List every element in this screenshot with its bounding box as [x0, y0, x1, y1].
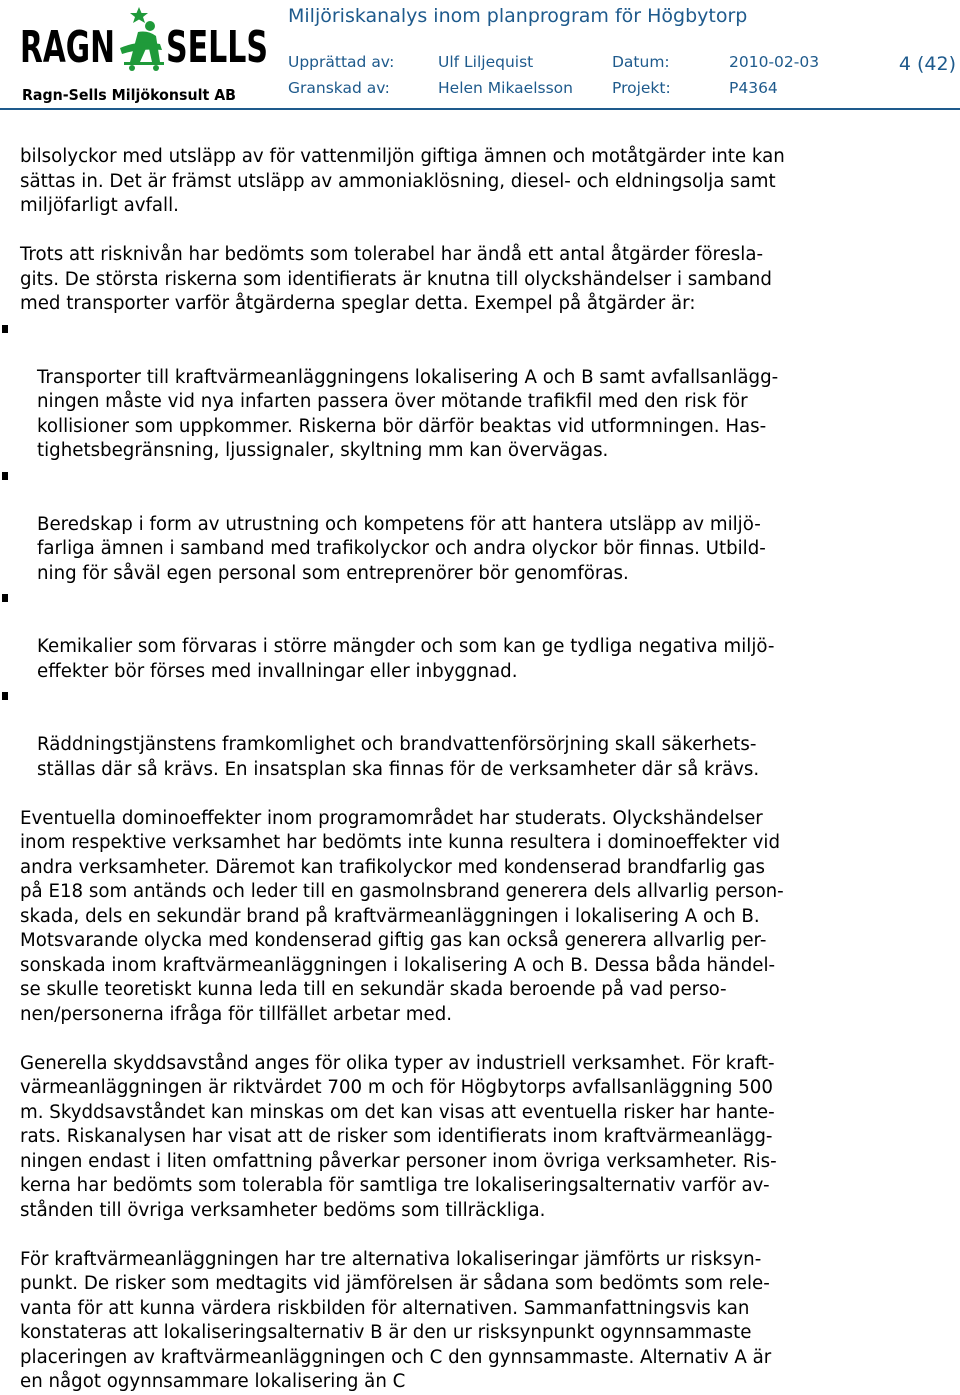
- reviewed-by-value: Helen Mikaelsson: [438, 79, 573, 97]
- list-item: [20, 464, 940, 587]
- paragraph-2: Trots att risknivån har bedömts som tolerabel har ändå ett antal åtgärder föresla- gits. De största riskerna som identifierats är knutna till olyckshändelser i samband med transporter varför åtgärderna speglar detta. Exempel på åtgärder är:: [20, 244, 772, 314]
- list-item-text: Beredskap i form av utrustning och kompetens för att hantera utsläpp av miljö- farliga ämnen i samband med trafikolyckor och andra olyckor bör finnas. Utbild- ning för såväl egen personal som entreprenörer bör genomföras.: [37, 513, 766, 584]
- page-number: 4 (42): [898, 53, 956, 75]
- document-body: [20, 145, 940, 1395]
- project-value: P4364: [729, 79, 778, 97]
- list-item: [20, 317, 940, 464]
- date-value: 2010-02-03: [729, 53, 820, 71]
- logo-subtext: Ragn-Sells Miljökonsult AB: [22, 86, 236, 104]
- paragraph-4: Generella skyddsavstånd anges för olika typer av industriell verksamhet. För kraft- värmeanläggningen är riktvärdet 700 m och för Högbytorps avfallsanläggning 500 m. Skyddsavståndet kan minskas om det kan visas att eventuella risker har hante- rats. Riskanalysen har visat att de risker som identifierats inom kraftvärmeanlägg- ningen endast i liten omfattning påverkar personer inom övriga verksamheter. Ris- kerna har bedömts som tolerabla för samtliga tre lokaliseringsalternativ varför av- stånden till övriga verksamheter bedöms som tillräckliga.: [20, 1052, 777, 1221]
- ragn-sells-logo: [20, 4, 270, 104]
- list-item: [20, 684, 940, 782]
- reviewed-by-label: Granskad av:: [288, 79, 390, 97]
- paragraph-5: För kraftvärmeanläggningen har tre alternativa lokaliseringar jämförts ur risksyn- punkt. De risker som medtagits vid jämförelsen är sådana som bedömts som rele- vanta för att kunna värdera riskbilden för alternativen. Sammanfattningsvis kan konstateras att lokaliseringsalternativ B är den ur risksynpunkt ogynnsammaste placeringen av kraftvärmeanläggningen och C den gynnsammaste. Alternativ A är en något ogynnsammare lokalisering än C: [20, 1248, 772, 1392]
- list-item: [20, 586, 940, 684]
- svg-text:RAGN: RAGN: [20, 22, 115, 73]
- document-title: Miljöriskanalys inom planprogram för Högbytorp: [288, 5, 748, 27]
- bullet-square-icon: [2, 594, 8, 602]
- bullet-square-icon: [2, 692, 8, 700]
- svg-text:SELLS: SELLS: [166, 22, 268, 73]
- bullet-square-icon: [2, 472, 8, 480]
- bullet-square-icon: [2, 325, 8, 333]
- list-item-text: Räddningstjänstens framkomlighet och brandvattenförsörjning skall säkerhets- ställas där så krävs. En insatsplan ska finnas för de verksamheter där så krävs.: [37, 734, 760, 780]
- prepared-by-value: Ulf Liljequist: [438, 53, 534, 71]
- date-label: Datum:: [612, 53, 670, 71]
- prepared-by-label: Upprättad av:: [288, 53, 395, 71]
- measures-list: [20, 317, 940, 783]
- paragraph-3: Eventuella dominoeffekter inom programområdet har studerats. Olyckshändelser inom respektive verksamhet har bedömts inte kunna resultera i dominoeffekter vid andra verksamheter. Däremot kan trafikolyckor med kondenserad brandfarlig gas på E18 som antänds och leder till en gasmolnsbrand generera dels allvarlig person- skada, dels en sekundär brand på kraftvärmeanläggningen i lokalisering A och B. Motsvarande olycka med kondenserad giftig gas kan också generera allvarlig per- sonskada inom kraftvärmeanläggningen i lokalisering A och B. Dessa båda händel- se skulle teoretiskt kunna leda till en sekundär skada beroende på vad perso- nen/personerna ifråga för tillfället arbetar med.: [20, 807, 784, 1025]
- project-label: Projekt:: [612, 79, 671, 97]
- logo-figure-icon: [120, 7, 164, 71]
- paragraph-1: bilsolyckor med utsläpp av för vattenmiljön giftiga ämnen och motåtgärder inte kan sättas in. Det är främst utsläpp av ammoniaklösning, diesel- och eldningsolja samt miljöfarligt avfall.: [20, 146, 785, 216]
- header-divider: [0, 108, 960, 110]
- page-header: [0, 0, 960, 112]
- list-item-text: Transporter till kraftvärmeanläggningens lokalisering A och B samt avfallsanlägg- ningen måste vid nya infarten passera över mötande trafikfil med den risk för kollisioner som uppkommer. Riskerna bör därför beaktas vid utformningen. Has- tighetsbegränsning, ljussignaler, skyltning mm kan övervägas.: [37, 366, 779, 461]
- list-item-text: Kemikalier som förvaras i större mängder och som kan ge tydliga negativa miljö- effekter bör förses med invallningar eller inbyggnad.: [37, 636, 775, 682]
